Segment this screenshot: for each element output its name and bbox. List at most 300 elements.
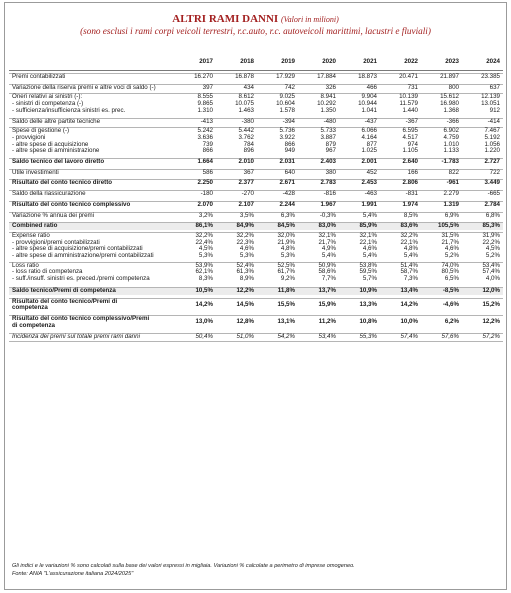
cell-value: 57,4% (400, 333, 418, 341)
row-label-cell (9, 191, 175, 198)
table-row (9, 315, 503, 329)
row-label: Saldo della riassicurazione (12, 190, 86, 198)
row-label: Risultato del conto tecnico complessivo (12, 200, 131, 208)
value-cell (339, 74, 380, 81)
cell-value: -428 (282, 190, 295, 198)
value-cell (339, 232, 380, 259)
cell-value: 6,3% (280, 211, 295, 219)
cell-value: 380 (325, 168, 336, 176)
row-label: - loss ratio di competenza (12, 268, 83, 276)
table-row (9, 201, 503, 208)
cell-value: 9.865 (197, 100, 213, 108)
cell-value: 5.733 (320, 127, 336, 135)
value-cell (339, 191, 380, 198)
cell-value: -665 (487, 190, 500, 198)
cell-value: 16.270 (194, 73, 213, 80)
cell-value: 1.463 (238, 106, 254, 114)
year-header: 2017 (175, 55, 216, 71)
cell-value: 31,9% (482, 231, 500, 239)
value-cell (257, 223, 298, 230)
cell-value: 1.010 (443, 140, 459, 148)
cell-value: 12,2% (236, 286, 254, 294)
cell-value: 7,7% (321, 275, 336, 283)
cell-value: 22,1% (359, 238, 377, 246)
value-cell (339, 201, 380, 208)
cell-value: 51,4% (400, 261, 418, 269)
cell-value: -8,5% (442, 286, 459, 294)
cell-value: 1.991 (361, 200, 377, 208)
cell-value: 367 (243, 168, 254, 176)
value-cell (339, 128, 380, 155)
value-cell (462, 118, 503, 125)
value-cell (462, 287, 503, 294)
value-cell (175, 334, 216, 342)
cell-value: 784 (243, 140, 254, 148)
cell-value: -180 (200, 190, 213, 198)
value-cell (339, 315, 380, 329)
row-label: Oneri relativi ai sinistri (-): (12, 93, 83, 101)
cell-value: 10.075 (235, 100, 254, 108)
cell-value: 9.025 (279, 93, 295, 101)
cell-value: 9.904 (361, 93, 377, 101)
cell-value: 21.897 (440, 73, 459, 80)
row-label-cell (9, 298, 175, 312)
cell-value: 13,1% (277, 318, 295, 326)
cell-value: 326 (325, 83, 336, 91)
value-cell (257, 315, 298, 329)
row-label-cell (9, 128, 175, 155)
value-cell (380, 118, 421, 125)
cell-value: 2.031 (279, 158, 295, 166)
value-cell (462, 159, 503, 166)
cell-value: -270 (241, 190, 254, 198)
value-cell (380, 201, 421, 208)
cell-value: 1.967 (320, 200, 336, 208)
cell-value: 6,8% (485, 211, 500, 219)
cell-value: -380 (241, 117, 254, 125)
value-cell (175, 118, 216, 125)
value-cell (175, 74, 216, 81)
value-cell (175, 287, 216, 294)
title-unit-note: (Valori in milioni) (280, 15, 339, 24)
cell-value: 84,5% (277, 222, 295, 230)
cell-value: 5,4% (403, 252, 418, 260)
cell-value: -413 (200, 117, 213, 125)
value-cell (421, 128, 462, 155)
cell-value: 1.368 (443, 106, 459, 114)
cell-value: 57,4% (482, 268, 500, 276)
cell-value: 53,9% (195, 261, 213, 269)
row-label: - altre spese di acquisizione/premi contabilizzati (12, 245, 143, 253)
year-header-row (9, 55, 503, 71)
cell-value: 6.066 (361, 127, 377, 135)
cell-value: -961 (446, 179, 459, 187)
value-cell (175, 232, 216, 259)
cell-value: 6,5% (444, 275, 459, 283)
value-cell (298, 191, 339, 198)
cell-value: 3.449 (484, 179, 500, 187)
value-cell (298, 262, 339, 283)
year-header: 2022 (380, 55, 421, 71)
value-cell (380, 298, 421, 312)
title-main: ALTRI RAMI DANNI (172, 13, 279, 25)
row-label-cell (9, 223, 175, 230)
value-cell (257, 298, 298, 312)
cell-value: 86,1% (195, 222, 213, 230)
cell-value: 10.604 (276, 100, 295, 108)
cell-value: 85,9% (359, 222, 377, 230)
table-row (9, 74, 503, 81)
cell-value: 8.941 (320, 93, 336, 101)
cell-value: 822 (448, 168, 459, 176)
cell-value: 4,9% (321, 245, 336, 253)
value-cell (380, 180, 421, 187)
row-label: Utile investimenti (12, 168, 59, 176)
value-cell (175, 94, 216, 115)
cell-value: 5.442 (238, 127, 254, 135)
value-cell (380, 191, 421, 198)
cell-value: 55,3% (359, 333, 377, 341)
table-row (9, 169, 503, 176)
cell-value: -1.783 (441, 158, 459, 166)
cell-value: 452 (366, 168, 377, 176)
cell-value: 877 (366, 140, 377, 148)
row-label-cell (9, 118, 175, 125)
value-cell (175, 84, 216, 91)
row-label: - sufficienza/insufficienza sinistri es. prec. (12, 106, 126, 114)
row-label: Risultato del conto tecnico complessivo/Premi (12, 314, 150, 322)
cell-value: 83,6% (400, 222, 418, 230)
cell-value: -0,3% (319, 211, 336, 219)
cell-value: 13,3% (359, 300, 377, 308)
table-row (9, 159, 503, 166)
cell-value: 1.025 (361, 147, 377, 155)
cell-value: 32,1% (359, 231, 377, 239)
value-cell (462, 94, 503, 115)
value-cell (257, 334, 298, 342)
row-label: Variazione % annua dei premi (12, 211, 95, 219)
cell-value: 3,2% (198, 211, 213, 219)
year-header: 2021 (339, 55, 380, 71)
cell-value: 974 (407, 140, 418, 148)
row-label: - sinistri di competenza (-) (12, 100, 84, 108)
cell-value: 13,7% (318, 286, 336, 294)
year-header: 2020 (298, 55, 339, 71)
cell-value: 2.250 (197, 179, 213, 187)
value-cell (257, 128, 298, 155)
value-cell (257, 201, 298, 208)
cell-value: 967 (325, 147, 336, 155)
row-label: - provvigioni (12, 133, 46, 141)
cell-value: 16.878 (235, 73, 254, 80)
value-cell (462, 180, 503, 187)
cell-value: 912 (489, 106, 500, 114)
value-cell (216, 315, 257, 329)
cell-value: 949 (284, 147, 295, 155)
value-cell (339, 169, 380, 176)
value-cell (421, 84, 462, 91)
value-cell (216, 212, 257, 219)
row-label: Risultato del conto tecnico diretto (12, 179, 113, 187)
cell-value: 13,4% (400, 286, 418, 294)
table-footer (12, 563, 355, 578)
cell-value: 2.727 (484, 158, 500, 166)
cell-value: 2.279 (443, 190, 459, 198)
row-label-cell (9, 169, 175, 176)
value-cell (175, 223, 216, 230)
cell-value: 22,1% (400, 238, 418, 246)
table-row (9, 262, 503, 283)
cell-value: 1.041 (361, 106, 377, 114)
row-label: - altre spese di amministrazione/premi contabilizzati (12, 252, 154, 260)
cell-value: 2.453 (361, 179, 377, 187)
spacer-cell (9, 342, 503, 346)
cell-value: 1.105 (402, 147, 418, 155)
year-header: 2018 (216, 55, 257, 71)
cell-value: 166 (407, 168, 418, 176)
cell-value: 6.595 (402, 127, 418, 135)
value-cell (175, 315, 216, 329)
cell-value: 32,1% (318, 231, 336, 239)
value-cell (257, 94, 298, 115)
value-cell (339, 84, 380, 91)
cell-value: 4,8% (280, 245, 295, 253)
value-cell (339, 159, 380, 166)
row-label: - suff./insuff. sinistri es. preced./premi competenza (12, 275, 150, 283)
value-cell (421, 223, 462, 230)
cell-value: 23.385 (481, 73, 500, 80)
value-cell (298, 180, 339, 187)
value-cell (380, 94, 421, 115)
value-cell (462, 232, 503, 259)
value-cell (421, 191, 462, 198)
cell-value: 13,0% (195, 318, 213, 326)
value-cell (257, 180, 298, 187)
value-cell (421, 298, 462, 312)
cell-value: 10.139 (399, 93, 418, 101)
value-cell (175, 298, 216, 312)
row-label-cell (9, 287, 175, 294)
table-row (9, 128, 503, 155)
value-cell (462, 169, 503, 176)
cell-value: -480 (323, 117, 336, 125)
value-cell (298, 298, 339, 312)
cell-value: 866 (284, 140, 295, 148)
cell-value: 10,9% (359, 286, 377, 294)
cell-value: 5,2% (485, 252, 500, 260)
cell-value: 5,4% (362, 211, 377, 219)
value-cell (380, 128, 421, 155)
cell-value: 32,2% (236, 231, 254, 239)
report-page (4, 2, 507, 590)
cell-value: 14,5% (236, 300, 254, 308)
value-cell (216, 334, 257, 342)
year-header: 2019 (257, 55, 298, 71)
value-cell (421, 201, 462, 208)
cell-value: 50,4% (195, 333, 213, 341)
cell-value: 3.636 (197, 133, 213, 141)
cell-value: 22,3% (236, 238, 254, 246)
cell-value: 22,4% (195, 238, 213, 246)
cell-value: 62,1% (195, 268, 213, 276)
cell-value: -4,6% (442, 300, 459, 308)
cell-value: 2.784 (484, 200, 500, 208)
table-row (9, 232, 503, 259)
cell-value: 2.107 (238, 200, 254, 208)
cell-value: 21,7% (318, 238, 336, 246)
cell-value: 640 (284, 168, 295, 176)
value-cell (175, 191, 216, 198)
value-cell (462, 262, 503, 283)
cell-value: 22,2% (482, 238, 500, 246)
row-label: Saldo tecnico/Premi di competenza (12, 286, 116, 294)
cell-value: 7.467 (484, 127, 500, 135)
cell-value: 15,5% (277, 300, 295, 308)
cell-value: 866 (202, 147, 213, 155)
cell-value: 11.579 (399, 100, 418, 108)
table-row (9, 223, 503, 230)
year-header: 2024 (462, 55, 503, 71)
value-cell (216, 159, 257, 166)
cell-value: 4,8% (403, 245, 418, 253)
cell-value: 466 (366, 83, 377, 91)
value-cell (339, 334, 380, 342)
value-cell (298, 232, 339, 259)
row-label: Variazione della riserva premi e altre voci di saldo (-) (12, 83, 156, 91)
value-cell (298, 84, 339, 91)
row-label-cell (9, 180, 175, 187)
cell-value: 1.220 (484, 147, 500, 155)
row-label: - altre spese di amministrazione (12, 147, 100, 155)
cell-value: 5,4% (362, 252, 377, 260)
value-cell (339, 298, 380, 312)
cell-value: 1.974 (402, 200, 418, 208)
cell-value: 80,5% (441, 268, 459, 276)
row-label: Loss ratio (12, 261, 39, 269)
value-cell (257, 232, 298, 259)
row-label: Saldo delle altre partite tecniche (12, 117, 101, 125)
table-row (9, 191, 503, 198)
cell-value: 58,6% (318, 268, 336, 276)
cell-value: 12.139 (481, 93, 500, 101)
row-label-cell (9, 334, 175, 342)
value-cell (257, 118, 298, 125)
value-cell (339, 287, 380, 294)
table-row (9, 287, 503, 294)
cell-value: 1.440 (402, 106, 418, 114)
value-cell (257, 84, 298, 91)
cell-value: 50,9% (318, 261, 336, 269)
cell-value: 2.010 (238, 158, 254, 166)
value-cell (175, 128, 216, 155)
cell-value: 11,8% (277, 286, 295, 294)
value-cell (380, 169, 421, 176)
cell-value: 739 (202, 140, 213, 148)
value-cell (216, 298, 257, 312)
cell-value: 15,9% (318, 300, 336, 308)
value-cell (216, 94, 257, 115)
value-cell (462, 84, 503, 91)
value-cell (216, 191, 257, 198)
value-cell (380, 315, 421, 329)
cell-value: 8,3% (198, 275, 213, 283)
cell-value: 61,7% (277, 268, 295, 276)
value-cell (257, 212, 298, 219)
table-row (9, 118, 503, 125)
cell-value: 21,7% (441, 238, 459, 246)
row-label-cell (9, 84, 175, 91)
row-label: - altre spese di acquisizione (12, 140, 89, 148)
cell-value: 53,4% (318, 333, 336, 341)
value-cell (216, 74, 257, 81)
cell-value: 637 (489, 83, 500, 91)
table-row (9, 94, 503, 115)
cell-value: 31,5% (441, 231, 459, 239)
table-bottom-rule (9, 342, 503, 346)
value-cell (298, 74, 339, 81)
cell-value: 17.929 (276, 73, 295, 80)
cell-value: 16.980 (440, 100, 459, 108)
cell-value: 74,0% (441, 261, 459, 269)
value-cell (380, 232, 421, 259)
cell-value: 10.292 (317, 100, 336, 108)
row-label: Saldo tecnico del lavoro diretto (12, 158, 105, 166)
cell-value: -437 (364, 117, 377, 125)
row-label-cell (9, 262, 175, 283)
cell-value: 722 (489, 168, 500, 176)
cell-value: 8,5% (403, 211, 418, 219)
cell-value: 5.242 (197, 127, 213, 135)
cell-value: -816 (323, 190, 336, 198)
value-cell (380, 287, 421, 294)
cell-value: 879 (325, 140, 336, 148)
cell-value: 85,3% (482, 222, 500, 230)
cell-value: 58,7% (400, 268, 418, 276)
cell-value: 3.887 (320, 133, 336, 141)
cell-value: 59,5% (359, 268, 377, 276)
cell-value: 1.056 (484, 140, 500, 148)
cell-value: 7,3% (403, 275, 418, 283)
value-cell (462, 74, 503, 81)
cell-value: 2.671 (279, 179, 295, 187)
cell-value: 53,8% (359, 261, 377, 269)
value-cell (216, 169, 257, 176)
cell-value: 14,2% (400, 300, 418, 308)
cell-value: 12,0% (482, 286, 500, 294)
cell-value: 8.612 (238, 93, 254, 101)
cell-value: 4.759 (443, 133, 459, 141)
cell-value: 6,2% (444, 318, 459, 326)
cell-value: 57,6% (441, 333, 459, 341)
cell-value: 896 (243, 147, 254, 155)
value-cell (216, 201, 257, 208)
value-cell (339, 94, 380, 115)
value-cell (380, 84, 421, 91)
cell-value: 10,0% (400, 318, 418, 326)
row-label-cell (9, 315, 175, 329)
row-label: Expense ratio (12, 231, 50, 239)
value-cell (421, 287, 462, 294)
value-cell (298, 118, 339, 125)
value-cell (380, 159, 421, 166)
value-cell (421, 159, 462, 166)
cell-value: 54,2% (277, 333, 295, 341)
cell-value: 57,2% (482, 333, 500, 341)
table-row (9, 212, 503, 219)
cell-value: 4,5% (485, 245, 500, 253)
cell-value: 6.902 (443, 127, 459, 135)
table-row (9, 84, 503, 91)
